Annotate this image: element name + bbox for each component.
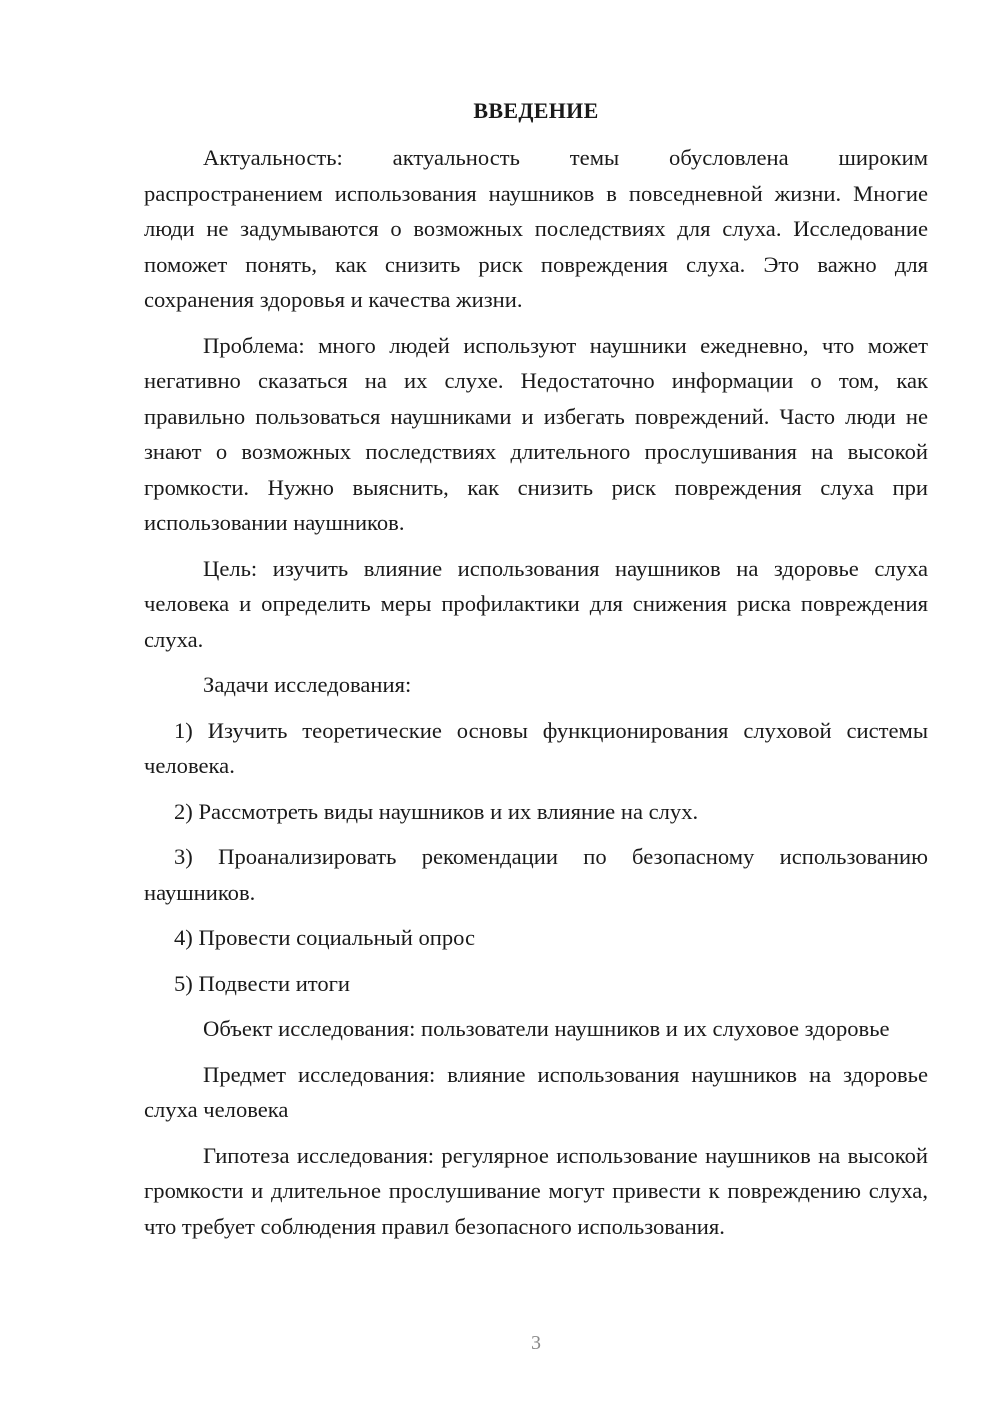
research-subject-paragraph: Предмет исследования: влияние использования наушников на здоровье слуха человека [144, 1061, 928, 1122]
research-object-paragraph: Объект исследования: пользователи наушников и их слуховое здоровье [203, 1016, 890, 1041]
document-page [144, 0, 928, 1414]
page-number: 3 [531, 1332, 541, 1354]
task-item-2: 2) Рассмотреть виды наушников и их влияние на слух. [174, 798, 699, 824]
task-item-5: 5) Подвести итоги [174, 970, 351, 996]
document-body [144, 140, 928, 1244]
problem-paragraph: Проблема: много людей используют наушники ежедневно, что может негативно сказаться на их слухе. Недостаточно информации о том, как правильно пользоваться наушниками и избегать повреждений. Часто люди не знают о возможных последствиях длительного прослушивания на высокой громкости. Нужно выяснить, как снизить риск повреждения слуха при использовании наушников. [144, 332, 928, 535]
tasks-heading: Задачи исследования: [203, 672, 412, 697]
relevance-paragraph: Актуальность: актуальность темы обусловлена широким распространением использования наушников в повседневной жизни. Многие люди не задумываются о возможных последствиях для слуха. Исследование поможет понять, как снизить риск повреждения слуха. Это важно для сохранения здоровья и качества жизни. [144, 145, 928, 312]
research-hypothesis-paragraph: Гипотеза исследования: регулярное использование наушников на высокой громкости и длительное прослушивание могут привести к повреждению слуха, что требует соблюдения правил безопасного использования. [144, 1142, 928, 1239]
goal-paragraph: Цель: изучить влияние использования наушников на здоровье слуха человека и определить меры профилактики для снижения риска повреждения слуха. [144, 555, 928, 652]
task-item-3: 3) Проанализировать рекомендации по безопасному использованию наушников. [144, 844, 928, 905]
task-item-1: 1) Изучить теоретические основы функционирования слуховой системы человека. [144, 717, 928, 778]
task-item-4: 4) Провести социальный опрос [174, 925, 476, 950]
section-title: ВВЕДЕНИЕ [473, 98, 599, 123]
